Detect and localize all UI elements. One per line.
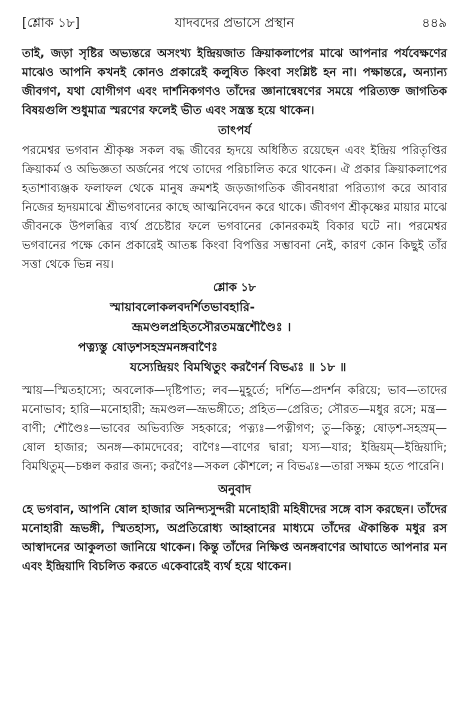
running-header xyxy=(22,14,447,36)
verse-line: ভ্রূমণ্ডলপ্রহিতসৌরতমন্ত্রশৌণ্ডৈঃ । xyxy=(132,320,292,334)
chapter-title: যাদবদের প্রভাসে প্রস্থান xyxy=(174,16,295,31)
translation-heading: অনুবাদ xyxy=(218,482,251,496)
verse-line: যস্যেন্দ্রিয়ং বিমথিতুং করণৈর্ন বিভ্ব্যঃ ॥ ১৮ ॥ xyxy=(130,360,347,374)
purport-text: পরমেশ্বর ভগবান শ্রীকৃষ্ণ সকল বদ্ধ জীবের হৃদয়ে অধিষ্ঠিত রয়েছেন এবং ইন্দ্রিয় পরিতৃপ্তির ক্রিয়াকর্ম ও অভিজ্ঞতা অর্জনের পথে তাদের পরিচালিত করে থাকেন। ঐ প্রকার ক্রিয়াকলাপের হতাশাব্যঞ্জক ফলাফল থেকে মানুষ ক্রমশই জড়জাগতিক জীবনধারা পরিত্যাগ করে আবার নিজের হৃদয়মাঝে শ্রীভগবানের কাছে আত্মনিবেদন করে থাকে। জীবগণ শ্রীকৃষ্ণের মায়ার মাঝে জীবনকে উপলব্ধির ব্যর্থ প্রচেষ্টার ফলে ভগবানের কোনরকমই বিকার ঘটে না। পরমেশ্বর ভগবানের পক্ষে কোন প্রকারেই আতঙ্ক কিংবা বিপত্তির সম্ভাবনা নেই, কারণ কোন কিছুই তাঁর সত্তা থেকে ভিন্ন নয়। xyxy=(22,143,447,271)
verse-title: শ্লোক ১৮ xyxy=(213,280,256,294)
translation-text: হে ভগবান, আপনি ষোল হাজার অনিন্দ্যসুন্দরী মনোহারী মহিষীদের সঙ্গে বাস করছেন। তাঁদের মনোহারী ভ্রূভঙ্গী, স্মিতহাস্য, অপ্রতিরোধ্য আহ্বানের মাধ্যমে তাঁদের ঐকান্তিক মধুর রস আস্বাদনের আকুলতা জানিয়ে থাকেন। কিন্তু তাঁদের নিক্ষিপ্ত অনঙ্গবাণের আঘাতে আপনার মন এবং ইন্দ্রিয়াদি বিচলিত করতে একেবারেই ব্যর্থ হয়ে থাকেন। xyxy=(22,502,447,573)
page-body xyxy=(22,44,447,576)
synonyms-text: স্মায়—স্মিতহাস্যে; অবলোক—দৃষ্টিপাত; লব—মুহূর্তে; দর্শিত—প্রদর্শন করিয়ে; ভাব—তাদের মনোভাব; হারি—মনোহারী; ভ্রূমণ্ডল—ভ্রূভঙ্গীতে; প্রহিত—প্রেরিত; সৌরত—মধুর রসে; মন্ত্র—বাণী; শৌণ্ডৈঃ—ভাবের অভিব্যক্তি সহকারে; পত্ন্যঃ—পত্নীগণ; তু—কিন্তু; ষোড়শ-সহস্রম্—ষোল হাজার; অনঙ্গ—কামদেবের; বাণৈঃ—বাণের দ্বারা; যস্য—যার; ইন্দ্রিয়ম্—ইন্দ্রিয়াদি; বিমথিতুম্—চঞ্চল করার জন্য; করণৈঃ—সকল কৌশলে; ন বিভ্ব্যঃ—তারা সক্ষম হতে পারেনি। xyxy=(22,383,447,473)
sanskrit-verse xyxy=(22,297,447,377)
page-number: ৪৪৯ xyxy=(421,16,447,31)
verse-line: পত্ন্যস্তু ষোড়শসহস্রমনঙ্গবাণৈঃ xyxy=(78,340,218,354)
intro-paragraph: তাই, জড়া সৃষ্টির অভ্যন্তরে অসংখ্য ইন্দ্রিয়জাত ক্রিয়াকলাপের মাঝে আপনার পর্যবেক্ষণের মাঝেও আপনি কখনই কোনও প্রকারেই কলুষিত কিংবা সংশ্লিষ্ট হন না। পক্ষান্তরে, অন্যান্য জীবগণ, যথা যোগীগণ এবং দার্শনিকগণও তাঁদের জ্ঞানান্বেষণের সময়ে পরিত্যক্ত জাগতিক বিষয়গুলি শুধুমাত্র স্মরণের ফলেই ভীত এবং সন্ত্রস্ত হয়ে থাকেন। xyxy=(22,46,447,117)
verse-reference: [শ্লোক ১৮] xyxy=(22,16,80,31)
purport-heading: তাৎপর্য xyxy=(218,123,251,137)
verse-line: স্মায়াবলোকলবদর্শিতভাবহারি- xyxy=(110,300,255,314)
